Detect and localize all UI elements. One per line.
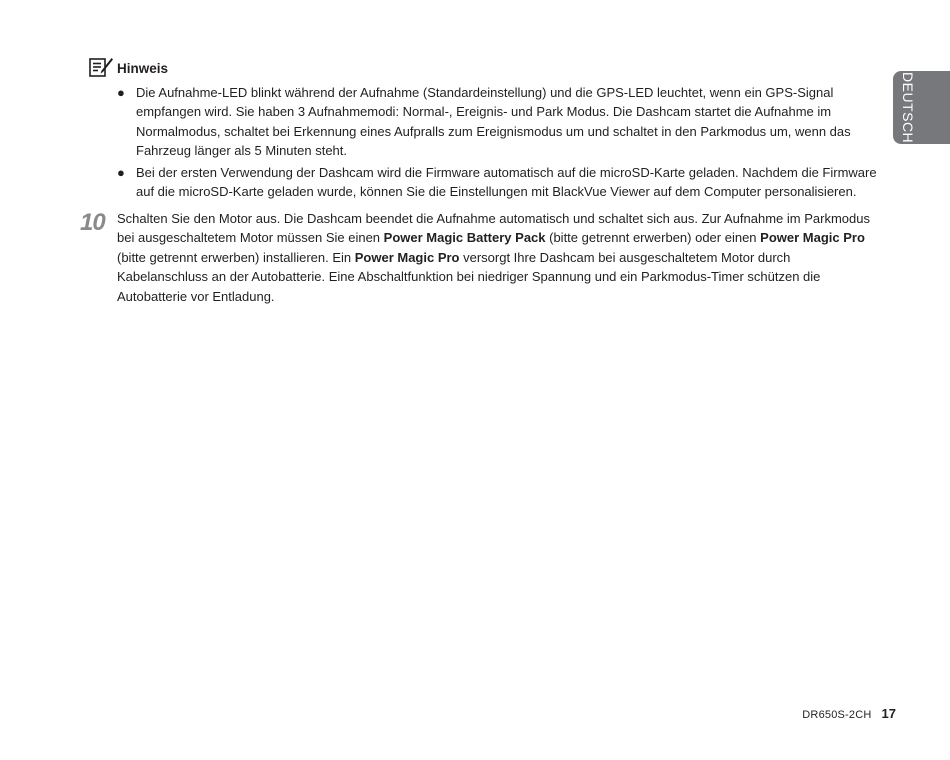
step-text-part: (bitte getrennt erwerben) oder einen [545, 230, 761, 246]
product-name-power-magic-pro: Power Magic Pro [354, 249, 460, 265]
note-header [88, 56, 878, 80]
step-text [117, 209, 880, 306]
step-10 [80, 209, 880, 306]
note-item-text: Bei der ersten Verwendung der Dashcam wird die Firmware automatisch auf die microSD-Karte geladen. Nachdem die Firmware auf die microSD-Karte geladen wurde, können Sie die Einstellungen mit BlackVue Viewer auf dem Computer personalisieren. [136, 164, 877, 200]
step-text-part: Schalten Sie den Motor aus. Die Dashcam beendet die Aufnahme automatisch und schaltet sich aus. Zur Aufnahme im Parkmodus bei ausgeschaltetem Motor müssen Sie einen [117, 211, 870, 246]
note-title: Hinweis [117, 60, 169, 76]
language-side-tab-label: DEUTSCH [900, 72, 916, 144]
note-item-text: Die Aufnahme-LED blinkt während der Aufnahme (Standardeinstellung) und die GPS-LED leuchtet, wenn ein GPS-Signal empfangen wird. Sie haben 3 Aufnahmemodi: Normal-, Ereignis- und Park Modus. Die Dashcam startet die Aufnahme im Normalmodus, schaltet bei Erkennung eines Aufpralls zum Ereignismodus um und schaltet in den Parkmodus um, wenn das Fahrzeug länger als 5 Minuten steht. [136, 85, 851, 159]
note-item [88, 163, 878, 202]
product-name-power-magic-pro: Power Magic Pro [760, 230, 865, 246]
page-footer [802, 706, 896, 721]
note-block [88, 56, 878, 203]
note-item [88, 83, 878, 161]
note-list [88, 83, 878, 201]
note-pencil-icon [88, 56, 114, 80]
model-name: DR650S-2CH [802, 709, 872, 721]
product-name-battery-pack: Power Magic Battery Pack [383, 230, 546, 246]
page-number: 17 [881, 706, 896, 721]
step-text-part: versorgt Ihre Dashcam bei ausgeschaltetem Motor durch Kabelanschluss an der Autobatterie. Eine Abschaltfunktion bei niedriger Spannung und ein Parkmodus-Timer schützen die Autobatterie vor Entladung. [117, 249, 821, 304]
bullet-icon: ● [117, 85, 125, 100]
step-number: 10 [80, 209, 105, 236]
step-text-part: (bitte getrennt erwerben) installieren. Ein [117, 249, 355, 265]
bullet-icon: ● [117, 164, 125, 180]
